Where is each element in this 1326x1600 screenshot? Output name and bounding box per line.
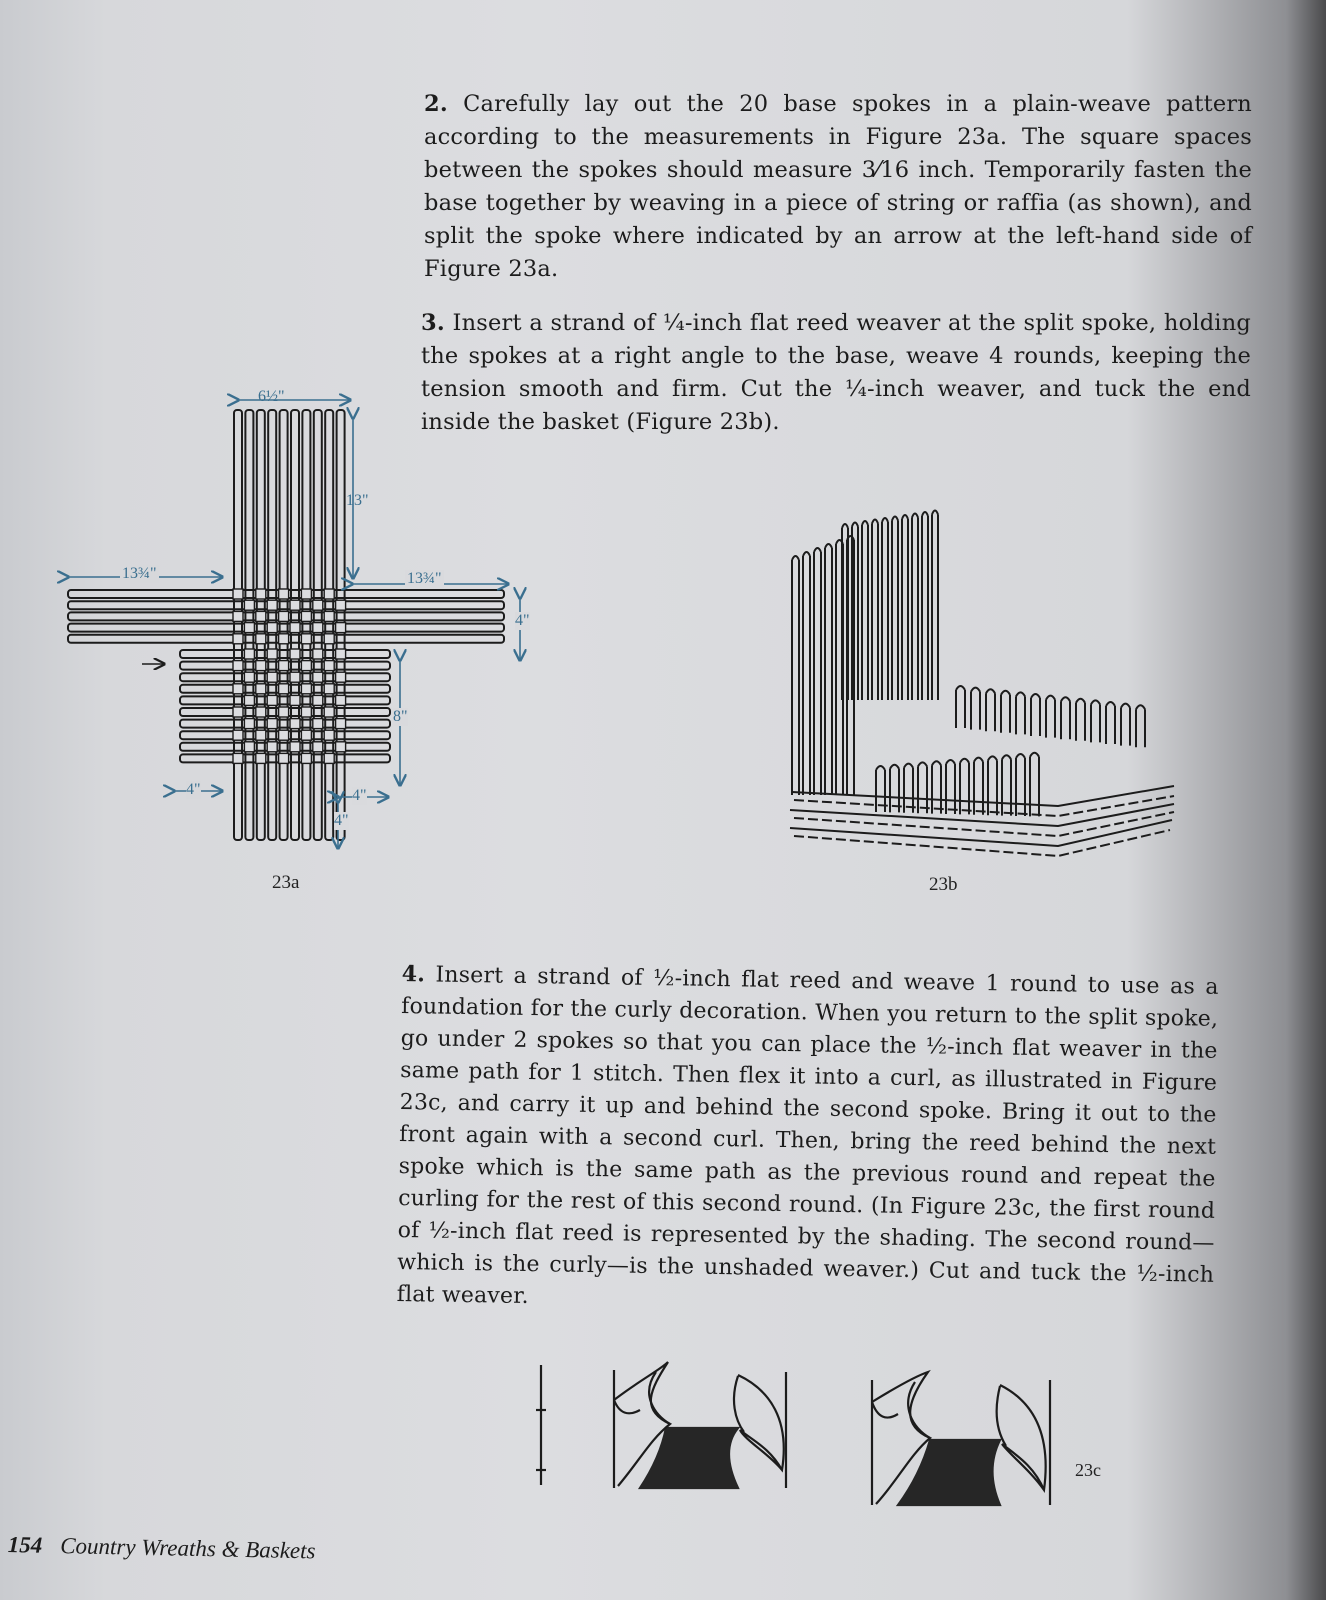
- horizontal-spoke: [68, 601, 504, 609]
- weave-cell: [290, 600, 300, 610]
- weave-cell: [233, 589, 243, 599]
- weave-cell: [301, 707, 311, 717]
- basket-spoke: [792, 556, 799, 795]
- dim-left-length: 13¾": [122, 565, 157, 582]
- horizontal-spoke: [68, 624, 504, 632]
- weave-cell: [244, 742, 254, 752]
- step-3-number: 3.: [421, 310, 445, 336]
- weave-cell: [301, 589, 311, 599]
- weave-cell: [256, 634, 266, 644]
- weave-cell: [324, 753, 334, 763]
- vertical-spoke: [257, 410, 265, 840]
- vertical-spoke: [234, 410, 242, 840]
- weave-cell: [279, 684, 289, 694]
- weave-cell: [324, 611, 334, 621]
- horizontal-spoke: [180, 743, 390, 751]
- weave-cell: [279, 753, 289, 763]
- step-3-text: Insert a strand of ¼-inch flat reed weaver at the split spoke, holding the spokes at a right angle to the base, weave 4 rounds, keeping the tension smooth and firm. Cut the ¼-inch weaver, and tuck the end inside the basket (Figure 23b).: [421, 310, 1252, 435]
- weave-cell: [290, 672, 300, 682]
- basket-spoke: [814, 548, 821, 795]
- basket-spoke: [1046, 696, 1055, 738]
- vertical-spoke: [325, 410, 333, 840]
- weave-cell: [267, 600, 277, 610]
- basket-spoke: [902, 515, 908, 700]
- step-2-number: 2.: [424, 91, 448, 117]
- weave-cell: [313, 623, 323, 633]
- curl-diagram-right: [872, 1372, 1050, 1505]
- weave-cell: [290, 649, 300, 659]
- basket-spoke: [882, 518, 888, 700]
- weave-cell: [301, 730, 311, 740]
- basket-spoke: [1031, 694, 1040, 736]
- weave-cell: [267, 719, 277, 729]
- weave-cell: [267, 742, 277, 752]
- basket-spoke: [918, 762, 927, 813]
- basket-spoke: [932, 511, 938, 701]
- weave-cell: [279, 611, 289, 621]
- weave-cell: [336, 719, 346, 729]
- weave-cell: [336, 649, 346, 659]
- weave-cell: [324, 634, 334, 644]
- weave-cell: [233, 684, 243, 694]
- weave-cell: [233, 753, 243, 763]
- weave-cell: [267, 623, 277, 633]
- dim-right-band: 4": [515, 612, 530, 629]
- weave-cell: [290, 719, 300, 729]
- weave-cell: [301, 753, 311, 763]
- basket-spoke: [1121, 704, 1130, 746]
- basket-spoke: [862, 521, 868, 700]
- basket-spoke: [825, 544, 832, 795]
- dim-bottom-right: 4": [352, 787, 367, 804]
- dim-right-length: 13¾": [407, 570, 442, 587]
- basket-spoke: [922, 512, 928, 700]
- weave-cell: [279, 661, 289, 671]
- figure-23a-caption: 23a: [272, 872, 300, 893]
- weave-cell: [256, 730, 266, 740]
- weave-cell: [324, 589, 334, 599]
- basket-spoke: [803, 552, 810, 795]
- horizontal-spoke: [180, 696, 390, 704]
- basket-spoke: [956, 686, 965, 728]
- weave-cell: [301, 611, 311, 621]
- weave-cell: [313, 672, 323, 682]
- basket-spoke: [1001, 691, 1010, 733]
- weave-cell: [301, 661, 311, 671]
- basket-spoke: [872, 520, 878, 701]
- horizontal-spoke: [180, 650, 390, 658]
- basket-spoke: [971, 688, 980, 730]
- weave-cell: [233, 661, 243, 671]
- figure-23c-curl-drawings: [536, 1362, 1050, 1505]
- weave-cell: [301, 634, 311, 644]
- basket-spoke: [1016, 754, 1025, 816]
- weave-cell: [279, 634, 289, 644]
- weave-cell: [279, 707, 289, 717]
- weave-cell: [301, 684, 311, 694]
- vertical-spoke: [302, 410, 310, 840]
- basket-spoke: [946, 760, 955, 814]
- dim-bottom-height: 4": [334, 812, 349, 829]
- weave-cell: [336, 623, 346, 633]
- weave-cell: [256, 589, 266, 599]
- weave-cell: [267, 695, 277, 705]
- weave-cell: [313, 600, 323, 610]
- weave-cell: [290, 742, 300, 752]
- basket-spoke: [842, 524, 848, 700]
- weave-cell: [244, 623, 254, 633]
- weave-cell: [256, 661, 266, 671]
- weave-cell: [233, 611, 243, 621]
- weave-cell: [244, 695, 254, 705]
- weave-cell: [313, 695, 323, 705]
- basket-spoke: [1002, 755, 1011, 815]
- weave-cell: [313, 649, 323, 659]
- curl-diagram-left: [614, 1362, 786, 1488]
- weave-cell: [336, 600, 346, 610]
- basket-spoke: [1091, 700, 1100, 742]
- figure-23c-caption: 23c: [1075, 1460, 1101, 1480]
- basket-spoke: [974, 758, 983, 815]
- weave-cell: [244, 600, 254, 610]
- dim-top-height: 13": [346, 492, 369, 509]
- weave-cell: [244, 719, 254, 729]
- weave-cell: [233, 730, 243, 740]
- basket-spoke: [988, 756, 997, 815]
- weave-cell: [324, 730, 334, 740]
- weave-cell: [279, 589, 289, 599]
- basket-spoke: [912, 514, 918, 701]
- weave-cell: [290, 623, 300, 633]
- step-4-number: 4.: [401, 960, 426, 988]
- basket-spoke: [1106, 702, 1115, 744]
- weave-cell: [256, 753, 266, 763]
- basket-spoke: [1016, 692, 1025, 734]
- figure-23b-basket-drawing: [790, 511, 1174, 857]
- weave-cell: [256, 684, 266, 694]
- weave-cell: [279, 730, 289, 740]
- basket-spoke: [892, 517, 898, 701]
- weave-cell: [324, 684, 334, 694]
- weave-cell: [244, 672, 254, 682]
- weave-cell: [336, 742, 346, 752]
- dim-bottom-left: 4": [186, 781, 201, 798]
- weave-cell: [267, 672, 277, 682]
- weave-cell: [290, 695, 300, 705]
- weave-cell: [324, 707, 334, 717]
- step-2-text: Carefully lay out the 20 base spokes in a plain-weave pattern according to the measurements in Figure 23a. The square spaces between the spokes should measure 3⁄16 inch. Temporarily fasten the base together by weaving in a piece of string or raffia (as shown), and split the spoke where indicated by an arrow at the left-hand side of Figure 23a.: [424, 91, 1252, 282]
- weave-cell: [256, 611, 266, 621]
- weave-cell: [233, 634, 243, 644]
- weave-cell: [313, 719, 323, 729]
- basket-spoke: [904, 764, 913, 813]
- weave-cell: [267, 649, 277, 659]
- weave-cell: [256, 707, 266, 717]
- basket-spoke: [1076, 699, 1085, 741]
- weave-cell: [313, 742, 323, 752]
- basket-spoke: [960, 759, 969, 815]
- figure-23b-caption: 23b: [929, 874, 958, 895]
- basket-spoke: [1030, 753, 1039, 817]
- horizontal-spoke: [180, 673, 390, 681]
- book-title: Country Wreaths & Baskets: [59, 1533, 316, 1564]
- basket-spoke: [986, 689, 995, 731]
- basket-spoke: [1136, 705, 1145, 747]
- step-4-text: Insert a strand of ½-inch flat reed and weave 1 round to use as a foundation for the curly decoration. When you return to the split spoke, go under 2 spokes so that you can place the ½-inch flat weaver in the same path for 1 stitch. Then flex it into a curl, as illustrated in Figure 23c, and carry it up and behind the second spoke. Bring it out to the front again with a second curl. Then, bring the reed behind the next spoke which is the same path as the previous round and repeat the curling for the rest of this second round. (In Figure 23c, the first round of ½-inch flat reed is represented by the shading. The second round—which is the curly—is the unshaded weaver.) Cut and tuck the ½-inch flat weaver.: [396, 962, 1219, 1310]
- weave-cell: [324, 661, 334, 671]
- weave-cell: [233, 707, 243, 717]
- basket-spoke: [932, 761, 941, 813]
- vertical-spoke: [280, 410, 288, 840]
- dim-top-width: 6½": [258, 388, 285, 405]
- weave-cell: [336, 672, 346, 682]
- horizontal-spoke: [180, 720, 390, 728]
- dim-lower-height: 8": [393, 708, 408, 725]
- page-number: 154: [7, 1532, 43, 1558]
- weave-cell: [336, 695, 346, 705]
- weave-cell: [244, 649, 254, 659]
- basket-spoke: [1061, 697, 1070, 739]
